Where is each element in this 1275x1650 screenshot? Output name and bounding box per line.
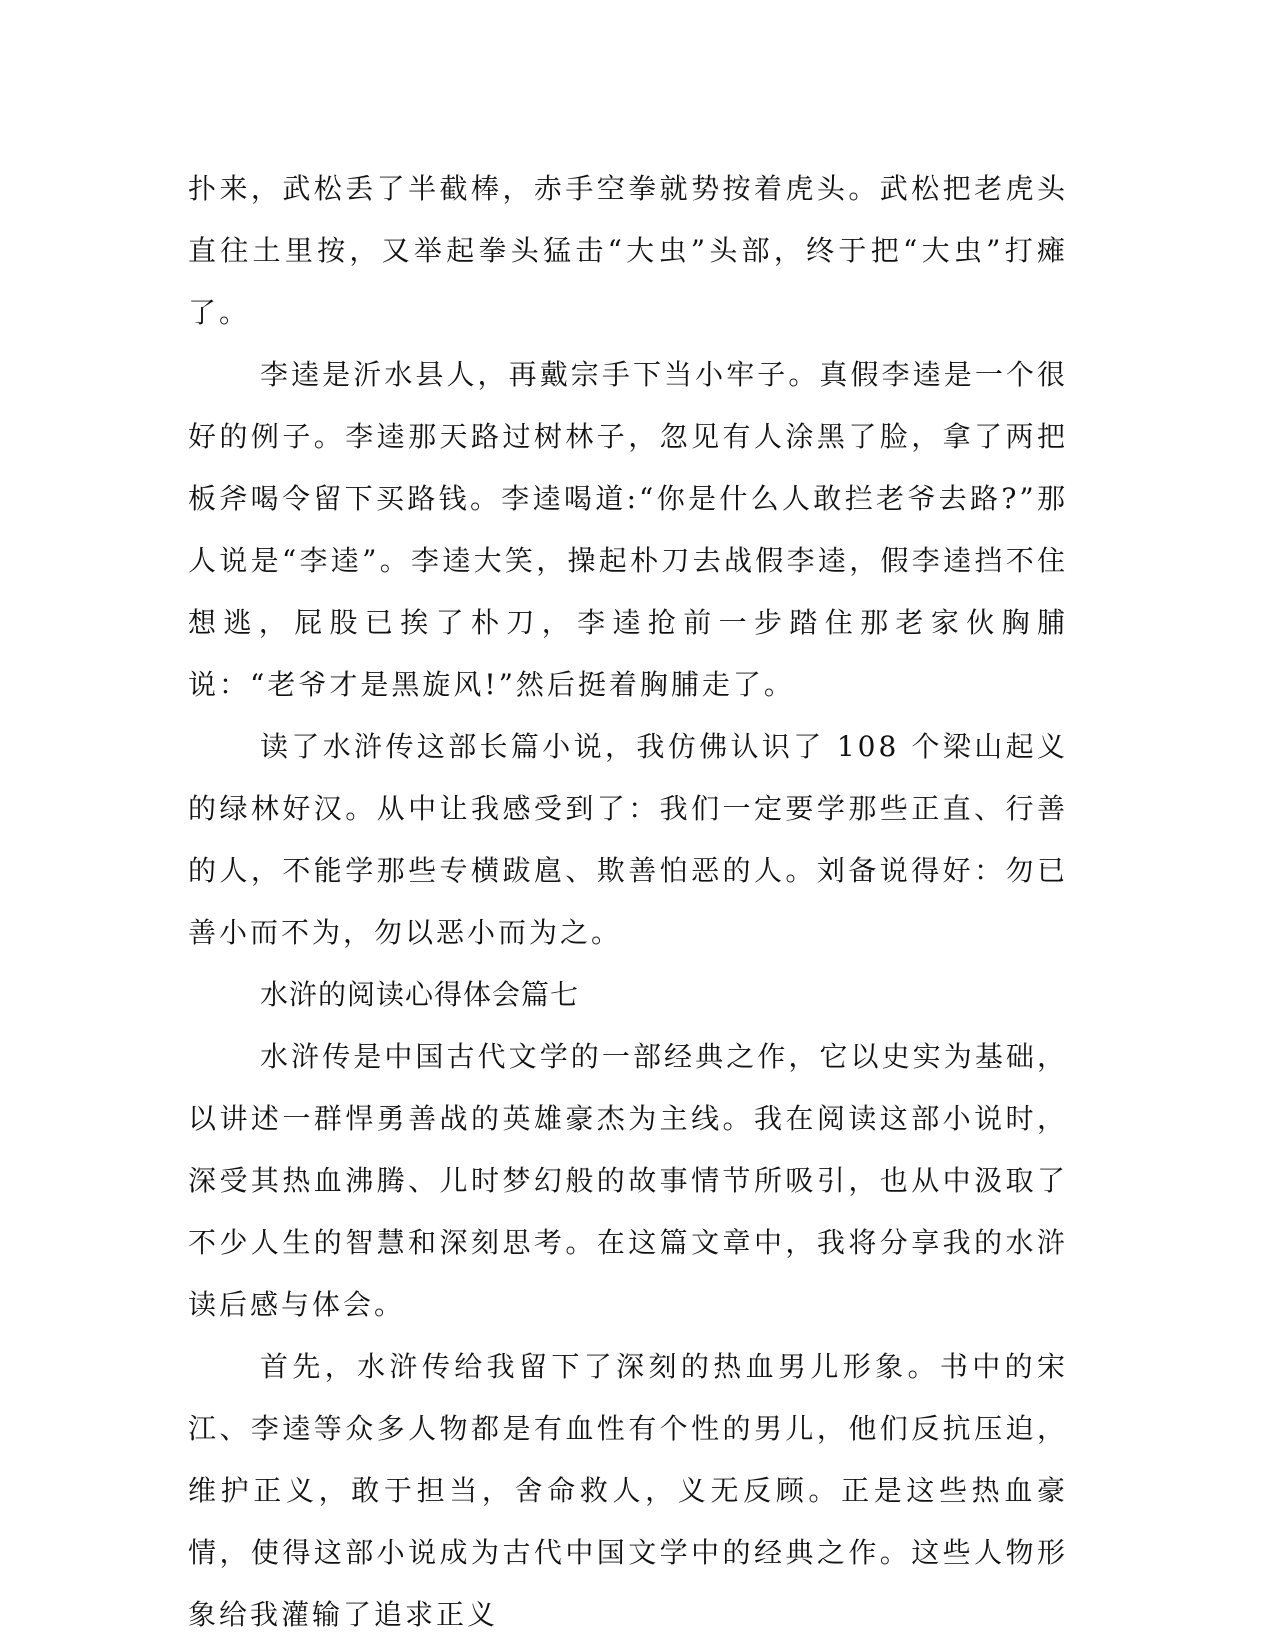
- paragraph-first-point: 首先，水浒传给我留下了深刻的热血男儿形象。书中的宋江、李逵等众多人物都是有血性有个性的男儿，他们反抗压迫，维护正义，敢于担当，舍命救人，义无反顾。正是这些热血豪情，使得这部小说成为古代中国文学中的经典之作。这些人物形象给我灌输了追求正义: [188, 1350, 1068, 1631]
- document-body: [188, 158, 1068, 1646]
- paragraph-li-kui: 李逵是沂水县人，再戴宗手下当小牢子。真假李逵是一个很好的例子。李逵那天路过树林子，忽见有人涂黑了脸，拿了两把板斧喝令留下买路钱。李逵喝道:“你是什么人敢拦老爷去路?”那人说是“李逵”。李逵大笑，操起朴刀去战假李逵，假李逵挡不住想逃，屁股已挨了朴刀，李逵抢前一步踏住那老家伙胸脯说：“老爷才是黑旋风!”然后挺着胸脯走了。: [188, 358, 1068, 701]
- paragraph-reflection: 读了水浒传这部长篇小说，我仿佛认识了 108 个梁山起义的绿林好汉。从中让我感受到了：我们一定要学那些正直、行善的人，不能学那些专横跋扈、欺善怕恶的人。刘备说得好：勿已善小而不为，勿以恶小而为之。: [188, 730, 1068, 949]
- paragraph-continued: 扑来，武松丢了半截棒，赤手空拳就势按着虎头。武松把老虎头直往土里按，又举起拳头猛击“大虫”头部，终于把“大虫”打瘫了。: [188, 172, 1068, 329]
- paragraph-intro: 水浒传是中国古代文学的一部经典之作，它以史实为基础，以讲述一群悍勇善战的英雄豪杰为主线。我在阅读这部小说时，深受其热血沸腾、儿时梦幻般的故事情节所吸引，也从中汲取了不少人生的智慧和深刻思考。在这篇文章中，我将分享我的水浒读后感与体会。: [188, 1040, 1068, 1321]
- section-heading: 水浒的阅读心得体会篇七: [260, 978, 580, 1011]
